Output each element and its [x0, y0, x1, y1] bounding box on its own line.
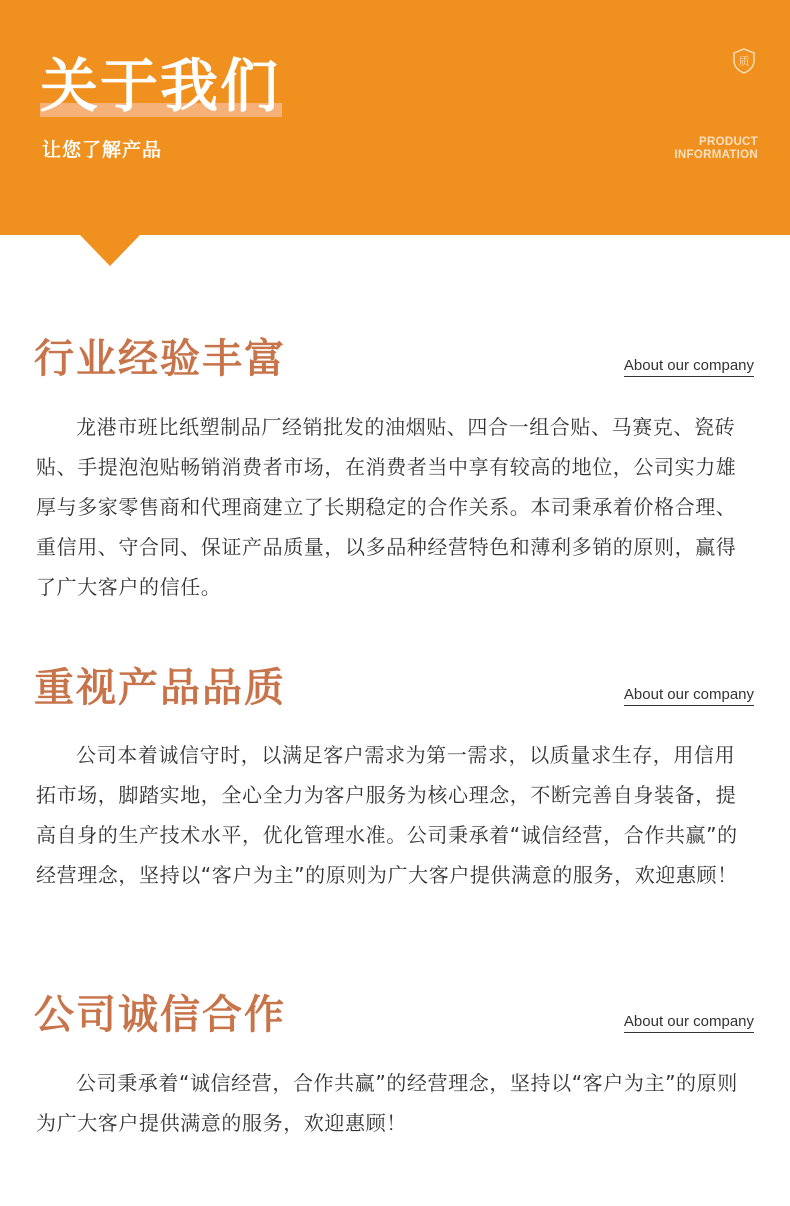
en-label-line1: PRODUCT [699, 136, 758, 148]
section-body: 公司本着诚信守时，以满足客户需求为第一需求，以质量求生存，用信用拓市场，脚踏实地，全心全力为客户服务为核心理念，不断完善自身装备，提高自身的生产技术水平，优化管理水准。公司秉承着“诚信经营，合作共赢”的经营理念，坚持以“客户为主”的原则为广大客户提供满意的服务，欢迎惠顾！ [36, 743, 738, 887]
section-en-label: About our company [624, 686, 754, 706]
header-pointer [80, 235, 140, 266]
section-en-label: About our company [624, 1013, 754, 1033]
page-subtitle: 让您了解产品 [42, 139, 163, 161]
quality-badge-icon [732, 48, 756, 74]
en-label-line2: INFORMATION [674, 149, 758, 161]
section-body: 龙港市班比纸塑制品厂经销批发的油烟贴、四合一组合贴、马赛克、瓷砖贴、手提泡泡贴畅销消费者市场，在消费者当中享有较高的地位，公司实力雄厚与多家零售商和代理商建立了长期稳定的合作关系。本司秉承着价格合理、重信用、守合同、保证产品质量，以多品种经营特色和薄利多销的原则，赢得了广大客户的信任。 [36, 415, 737, 599]
page-title: 关于我们 [40, 52, 281, 120]
badge-char: 质 [738, 55, 750, 68]
section-title: 公司诚信合作 [34, 992, 286, 1038]
product-information-label [674, 136, 758, 162]
section-title: 重视产品品质 [34, 665, 286, 711]
section-title: 行业经验丰富 [34, 336, 286, 382]
section-en-label: About our company [624, 357, 754, 377]
section-body: 公司秉承着“诚信经营，合作共赢”的经营理念，坚持以“客户为主”的原则为广大客户提供满意的服务，欢迎惠顾！ [36, 1071, 738, 1135]
